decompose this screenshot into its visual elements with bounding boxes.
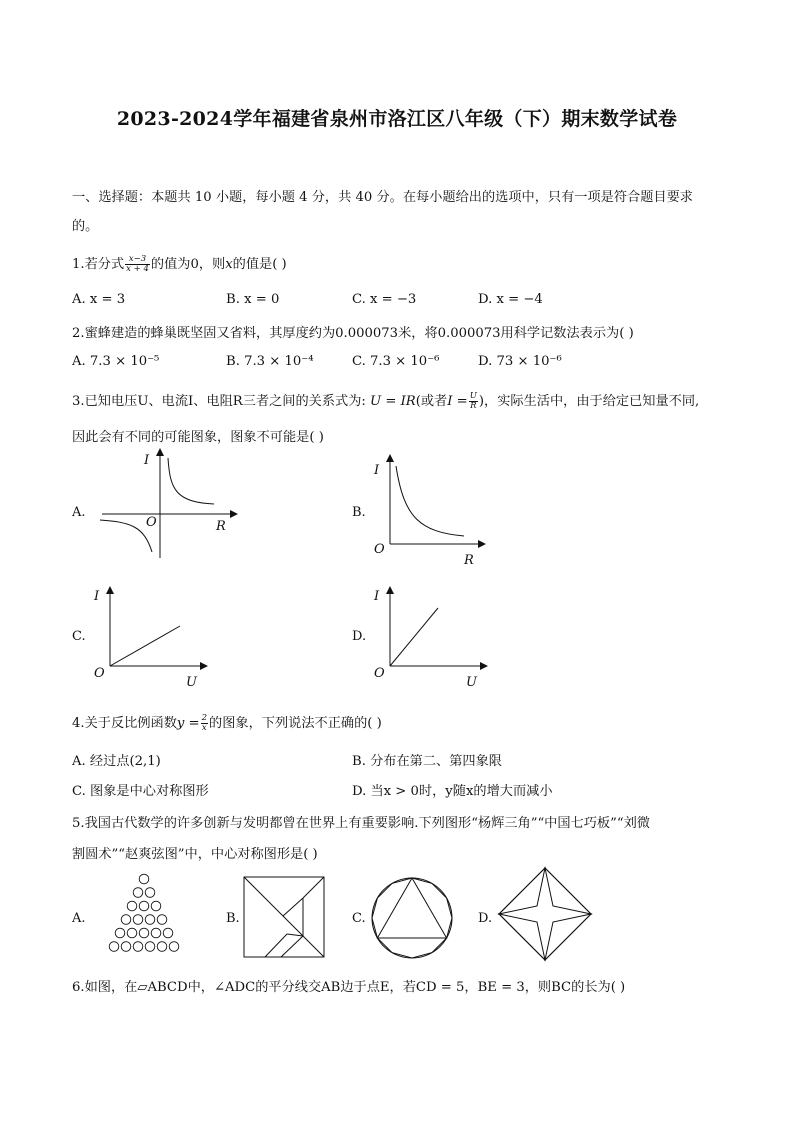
q3-post: )，实际生活中，由于给定已知量不同, (478, 394, 700, 409)
yanghui-circle (133, 888, 143, 898)
question-5-line1: 5.我国古代数学的许多创新与发明都曾在世界上有重要影响.下列图形“杨辉三角”“中国七巧板”“刘微 (72, 816, 650, 831)
q3c-axis-u: U (186, 675, 197, 690)
q3-formula2: I = (447, 394, 468, 409)
question-5-line2: 割圆术”“赵爽弦图”中，中心对称图形是( ) (72, 847, 318, 862)
q3-formula: U = IR (370, 394, 416, 409)
yanghui-circle (163, 928, 173, 938)
yanghui-circle (169, 942, 179, 952)
q1-option-c: C. x = −3 (352, 292, 417, 307)
q4-fraction (201, 714, 208, 733)
q4-post: 的图象，下列说法不正确的( ) (209, 716, 382, 731)
yanghui-circle (133, 915, 143, 925)
q1-option-b: B. x = 0 (226, 292, 280, 307)
yanghui-circle (139, 928, 149, 938)
section-instructions-line2: 的。 (72, 219, 99, 234)
q5-option-b-label: B. (226, 911, 240, 926)
q3-graph-c (92, 580, 212, 690)
q4-option-b: B. 分布在第二、第四象限 (352, 754, 502, 769)
q4-option-a: A. 经过点(2,1) (72, 754, 161, 769)
q5-option-c-label: C. (352, 911, 366, 926)
q3a-axis-i: I (144, 453, 150, 468)
q4-option-d: D. 当x > 0时，y随x的增大而减小 (352, 784, 553, 799)
q3-denominator: R (470, 401, 477, 411)
q3b-origin: O (374, 542, 385, 557)
q3-pre: 3.已知电压U、电流I、电阻R三者之间的关系式为: (72, 394, 371, 409)
q3-graph-d (372, 580, 492, 690)
yanghui-triangle-figure (94, 872, 194, 958)
q2-option-a: A. 7.3 × 10⁻⁵ (72, 354, 160, 369)
yanghui-circle (145, 888, 155, 898)
liuhui-circle-figure (370, 876, 454, 960)
question-1 (72, 253, 287, 274)
yanghui-circle (121, 915, 131, 925)
q3b-axis-i: I (374, 463, 380, 478)
q3c-axis-i: I (94, 589, 100, 604)
q2-option-c: C. 7.3 × 10⁻⁶ (352, 354, 440, 369)
q4-option-c: C. 图象是中心对称图形 (72, 784, 209, 799)
q3-fraction (469, 392, 478, 411)
yanghui-circle (133, 942, 143, 952)
q3d-axis-u: U (466, 675, 477, 690)
zhaoshuang-figure (497, 866, 593, 962)
q3-option-a-label: A. (72, 505, 86, 520)
q4-y: y = (176, 716, 200, 731)
yanghui-circle (139, 901, 149, 911)
q5-option-a-label: A. (72, 911, 86, 926)
q3a-axis-r: R (216, 519, 226, 534)
q3d-origin: O (374, 666, 385, 681)
q3-option-d-label: D. (352, 629, 367, 644)
question-2: 2.蜜蜂建造的蜂巢既坚固又省料，其厚度约为0.000073米，将0.000073用科学记数法表示为( ) (72, 326, 634, 341)
yanghui-circle (109, 942, 119, 952)
yanghui-circle (115, 928, 125, 938)
yanghui-circle (145, 915, 155, 925)
yanghui-circle (145, 942, 155, 952)
yanghui-circle (151, 901, 161, 911)
q3d-axis-i: I (374, 589, 380, 604)
yanghui-circle (157, 942, 167, 952)
q1-option-d: D. x = −4 (478, 292, 543, 307)
q3-option-b-label: B. (352, 505, 366, 520)
q1-post2: 的值是( ) (232, 257, 287, 272)
tangram-figure (243, 876, 325, 958)
yanghui-circle (127, 901, 137, 911)
q4-denominator: x (201, 723, 207, 733)
q3-graph-b (370, 448, 490, 568)
q3c-origin: O (94, 666, 105, 681)
question-3-line2: 因此会有不同的可能图象，图象不可能是( ) (72, 430, 324, 445)
q4-pre: 4.关于反比例函数 (72, 716, 177, 731)
section-instructions-line1: 一、选择题：本题共 10 小题，每小题 4 分，共 40 分。在每小题给出的选项中，只有一项是符合题目要求 (72, 190, 693, 205)
question-6: 6.如图，在▱ABCD中，∠ADC的平分线交AB边于点E，若CD = 5，BE = 3，则BC的长为( ) (72, 980, 626, 995)
q1-denominator: x + 4 (126, 264, 149, 274)
q2-option-d: D. 73 × 10⁻⁶ (478, 354, 562, 369)
yanghui-circle (157, 915, 167, 925)
q1-var: x (225, 257, 233, 272)
q4-numerator: 2 (201, 713, 208, 723)
q1-pre: 1.若分式 (72, 257, 125, 272)
yanghui-circle (139, 874, 149, 884)
q1-fraction (125, 255, 150, 274)
q3-option-c-label: C. (72, 629, 86, 644)
question-4 (72, 712, 382, 733)
q3-mid: (或者 (415, 394, 448, 409)
q3-numerator: U (469, 391, 477, 401)
q1-post: 的值为0，则 (150, 257, 226, 272)
yanghui-circle (127, 928, 137, 938)
q1-numerator: x−3 (125, 255, 150, 265)
q3-graph-a (90, 448, 250, 568)
q5-option-d-label: D. (478, 911, 493, 926)
q1-option-a: A. x = 3 (72, 292, 126, 307)
q3a-origin: O (146, 515, 157, 530)
question-3-line1 (72, 390, 699, 411)
q2-option-b: B. 7.3 × 10⁻⁴ (226, 354, 314, 369)
yanghui-circle (151, 928, 161, 938)
page-title: 2023-2024学年福建省泉州市洛江区八年级（下）期末数学试卷 (116, 108, 678, 130)
q3b-axis-r: R (464, 553, 474, 568)
yanghui-circle (121, 942, 131, 952)
